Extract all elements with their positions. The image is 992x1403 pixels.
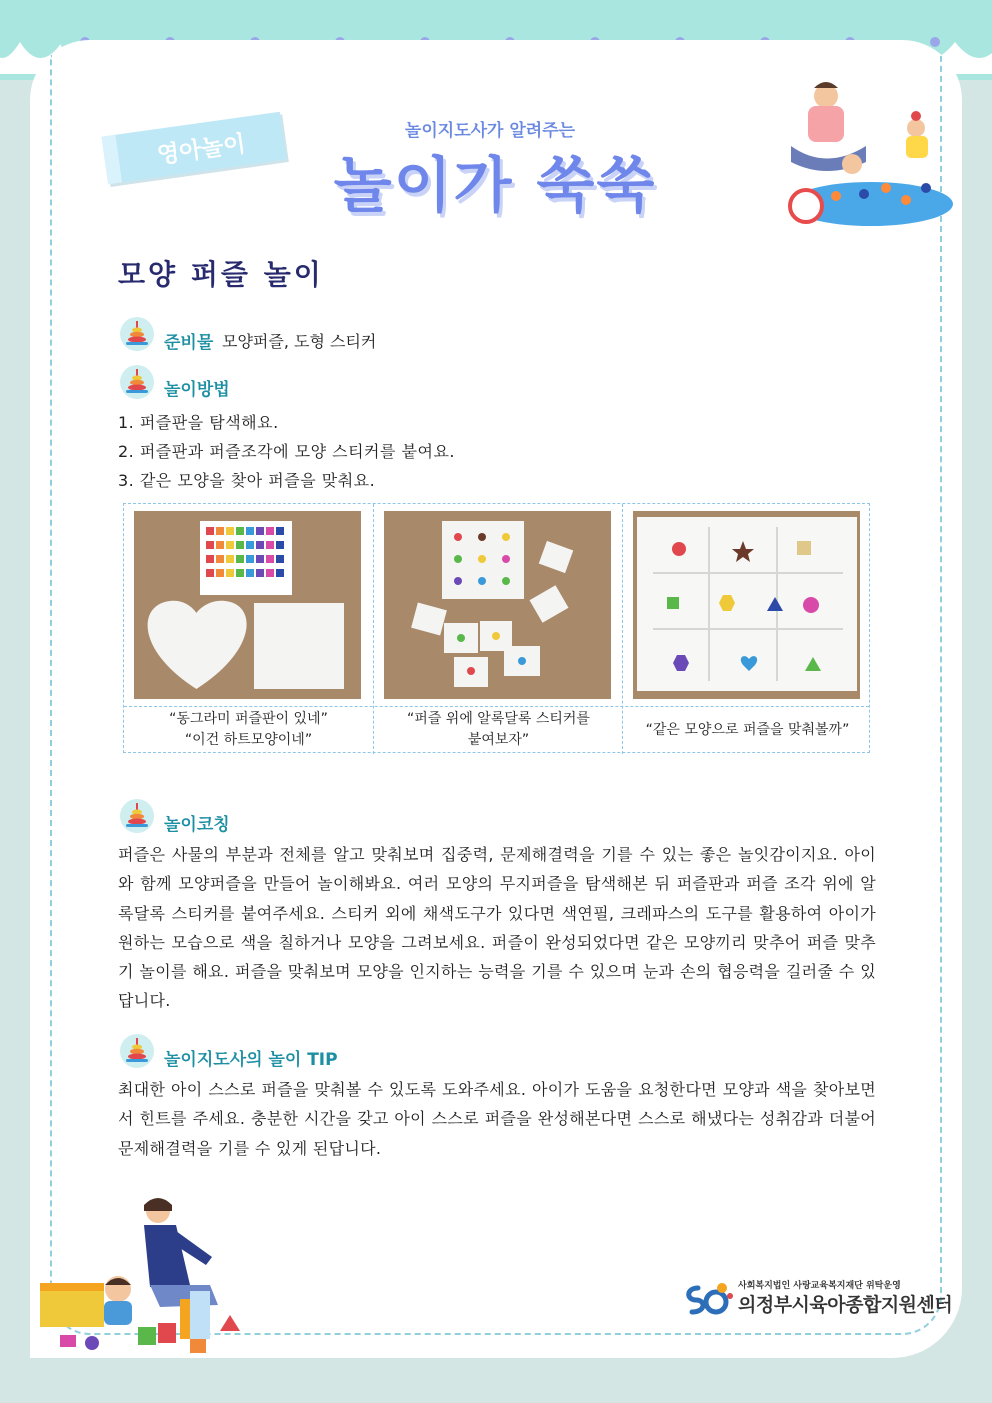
photo-cell [622,504,871,754]
photo-caption [124,707,373,753]
photo-table [123,503,870,753]
caption-line: 붙여보자” [467,732,530,748]
coaching-heading: 놀이코칭 [164,815,230,835]
caption-line: “퍼즐 위에 알록달록 스티커를 [407,711,590,727]
ring-stack-icon [119,316,155,352]
play-title: 모양 퍼즐 놀이 [118,258,324,291]
photo-puzzle-boards [134,511,361,699]
series-title: 놀이가 쑥쑥 [333,151,657,221]
father-child-illustration [776,76,956,232]
method-step: 2. 퍼즐판과 퍼즐조각에 모양 스티커를 붙여요. [118,442,455,461]
photo-caption [374,707,623,753]
caption-line: “이건 하트모양이네” [184,732,313,748]
materials-text: 모양퍼즐, 도형 스티커 [222,332,377,351]
photo-caption [623,707,872,753]
org-name: 의정부시육아종합지원센터 [738,1294,953,1316]
category-tag: 영아놀이 [102,112,287,185]
org-logo-icon [684,1280,736,1316]
ring-stack-icon [119,798,155,834]
ring-stack-icon [119,364,155,400]
photo-cell [124,504,373,754]
mother-baby-blocks-illustration [40,1195,250,1360]
org-operator-text: 사회복지법인 사랑교육복지재단 위탁운영 [738,1281,901,1291]
tip-text: 최대한 아이 스스로 퍼즐을 맞춰볼 수 있도록 도와주세요. 아이가 도움을 요청한다면 모양과 색을 찾아보면서 힌트를 주세요. 충분한 시간을 갖고 아이 스스로 퍼즐을 완성해본다면 스스로 해냈다는 성취감과 더불어 문제해결력을 기를 수 있게 된답니다. [118,1080,876,1158]
method-step: 3. 같은 모양을 찾아 퍼즐을 맞춰요. [118,471,376,490]
photo-completed-puzzle [633,511,860,699]
photo-stickered-pieces [384,511,611,699]
series-subtitle: 놀이지도사가 알려주는 [404,121,576,141]
method-step: 1. 퍼즐판을 탐색해요. [118,413,279,432]
caption-line: “동그라미 퍼즐판이 있네” [169,711,328,727]
materials-heading: 준비물 [164,333,214,353]
tip-heading: 놀이지도사의 놀이 TIP [164,1050,338,1070]
caption-line: “같은 모양으로 퍼즐을 맞춰볼까” [645,721,850,738]
ring-stack-icon [119,1033,155,1069]
coaching-text: 퍼즐은 사물의 부분과 전체를 알고 맞춰보며 집중력, 문제해결력을 기를 수 있는 좋은 놀잇감이지요. 아이와 함께 모양퍼즐을 만들어 놀이해봐요. 여러 모양의 무지퍼즐을 탐색해본 뒤 퍼즐판과 퍼즐 조각 위에 알록달록 스티커를 붙여주세요. 스티커 외에 채색도구가 있다면 색연필, 크레파스의 도구를 활용하여 아이가 원하는 모습으로 색을 칠하거나 모양을 그려보세요. 퍼즐이 완성되었다면 같은 모양끼리 맞추어 퍼즐 맞추기 놀이를 해요. 퍼즐을 맞춰보며 모양을 인지하는 능력을 기를 수 있으며 눈과 손의 협응력을 길러줄 수 있답니다. [118,845,876,1011]
photo-cell [373,504,622,754]
method-heading: 놀이방법 [164,380,230,400]
